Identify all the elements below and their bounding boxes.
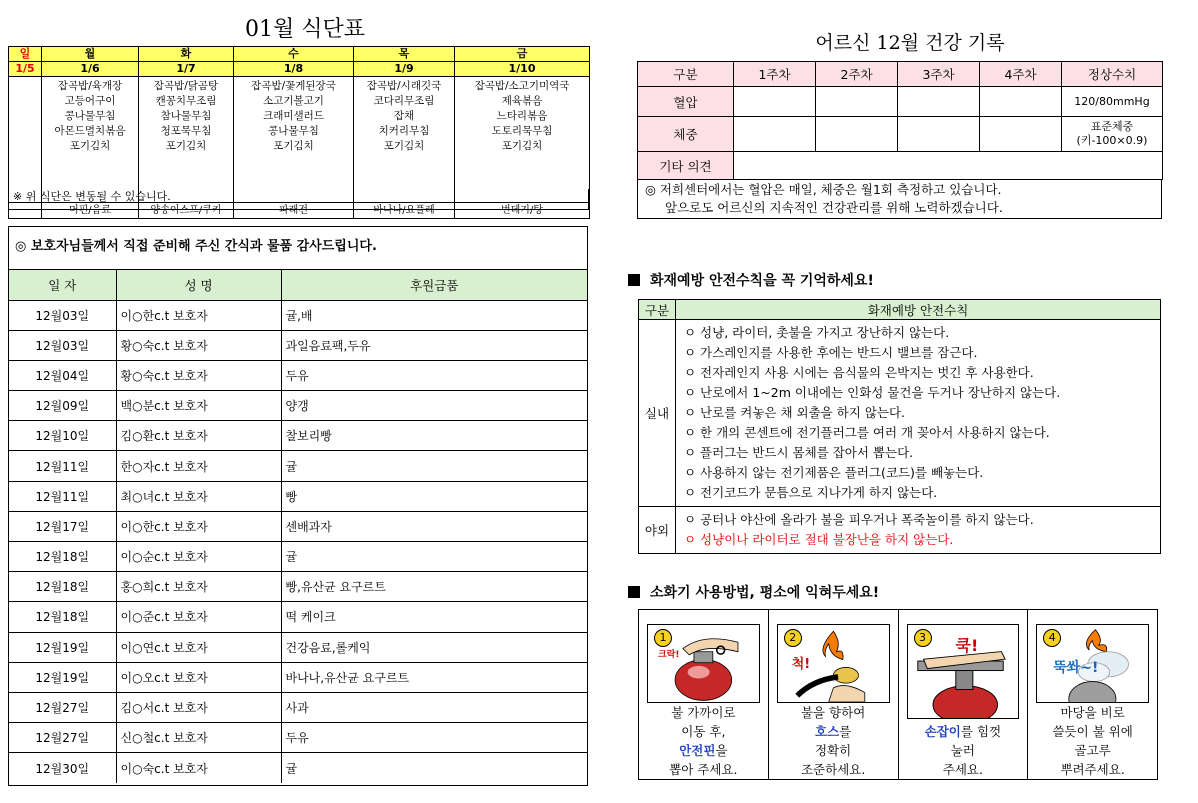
menu-item: 코다리무조림 [373, 95, 435, 107]
donation-date: 12월18일 [9, 542, 116, 572]
donation-date: 12월11일 [9, 451, 116, 481]
menu-item: 포기김치 [501, 140, 543, 152]
sound-effect: 뚝쏴~! [1053, 660, 1099, 676]
donor-name: 이○순c.t 보호자 [116, 542, 281, 572]
caption-highlight: 안전핀 [679, 743, 716, 758]
donor-name: 홍○희c.t 보호자 [116, 572, 281, 602]
donation-date: 12월19일 [9, 632, 116, 662]
menu-meal-cell [234, 77, 354, 203]
menu-day: 수 [234, 47, 354, 62]
table-row [9, 451, 587, 481]
menu-meal-cell [354, 77, 455, 203]
column-header: 2주차 [816, 62, 898, 87]
caption-line: 뿌려주세요. [1060, 762, 1125, 777]
extinguisher-steps [638, 609, 1158, 780]
menu-item: 아몬드멸치볶음 [54, 125, 126, 137]
fire-rule: ㅇ 전자레인지 사용 시에는 음식물의 은박지는 벗긴 후 사용한다. [684, 365, 1034, 380]
donations-header-row [9, 270, 587, 300]
donor-name: 이○한c.t 보호자 [116, 300, 281, 330]
extinguisher-caption [639, 703, 768, 779]
extinguisher-step [1028, 610, 1157, 779]
fire-outdoor-row [639, 507, 1161, 554]
donations-table [9, 270, 587, 783]
donation-date: 12월04일 [9, 360, 116, 390]
pull-pin-illustration [647, 624, 760, 703]
caption-text: 를 힘껏 [960, 724, 1002, 739]
column-header: 성 명 [116, 270, 281, 300]
donation-date: 12월03일 [9, 330, 116, 360]
caption-line: 마당을 비로 [1060, 705, 1125, 720]
menu-item: 제육볶음 [501, 95, 543, 107]
donor-name: 이○한c.t 보호자 [116, 511, 281, 541]
menu-item: 포기김치 [273, 140, 314, 152]
donation-date: 12월03일 [9, 300, 116, 330]
caption-line: 골고루 [1074, 743, 1111, 758]
menu-meal-cell [139, 77, 234, 203]
table-row [9, 753, 587, 783]
caption-line: 이동 후, [681, 724, 726, 739]
column-header: 후원금품 [281, 270, 587, 300]
table-row [9, 300, 587, 330]
column-header: 화재예방 안전수칙 [676, 300, 1161, 320]
table-row [9, 481, 587, 511]
menu-item: 포기김치 [69, 140, 111, 152]
menu-item: 포기김치 [165, 140, 207, 152]
column-header: 3주차 [898, 62, 980, 87]
donor-name: 김○환c.t 보호자 [116, 421, 281, 451]
caption-line: 쓸듯이 불 위에 [1052, 724, 1133, 739]
donor-name: 백○분c.t 보호자 [116, 391, 281, 421]
aim-hose-illustration [777, 624, 890, 703]
step-number: 2 [784, 629, 802, 647]
caption-line: 주세요. [942, 762, 983, 777]
step-number: 1 [654, 629, 672, 647]
donation-date: 12월11일 [9, 481, 116, 511]
menu-date: 1/6 [42, 62, 139, 77]
donation-date: 12월19일 [9, 662, 116, 692]
caption-text: 를 [839, 724, 852, 739]
sweep-spray-illustration [1036, 624, 1149, 703]
menu-item: 잡곡밥/소고기미역국 [474, 80, 570, 92]
weight-week-cell [816, 117, 898, 152]
donation-date: 12월27일 [9, 692, 116, 722]
sound-effect: 크락! [658, 650, 680, 660]
table-row [9, 542, 587, 572]
step-number: 3 [914, 629, 932, 647]
health-header-row [638, 62, 1163, 87]
donor-name: 신○철c.t 보호자 [116, 723, 281, 753]
extinguisher-caption [1028, 703, 1157, 779]
menu-item: 캔꽁치무조림 [155, 95, 217, 107]
menu-snack: 바나나/요플레 [354, 203, 455, 219]
menu-item: 잡곡밥/닭곰탕 [153, 80, 219, 92]
caption-line: 불을 향하여 [800, 705, 866, 720]
donation-items: 두유 [281, 723, 587, 753]
donation-date: 12월17일 [9, 511, 116, 541]
menu-date: 1/9 [354, 62, 455, 77]
donation-items: 두유 [281, 360, 587, 390]
menu-item: 잡곡밥/시래깃국 [366, 80, 442, 92]
fire-rule: ㅇ 가스레인지를 사용한 후에는 반드시 밸브를 잠근다. [684, 345, 978, 360]
menu-title: 01월 식단표 [245, 17, 365, 42]
extinguisher-heading [628, 582, 879, 602]
weight-normal-formula: (키-100×0.9) [1076, 134, 1148, 147]
fire-indoor-row [639, 320, 1161, 507]
donation-items: 양갱 [281, 391, 587, 421]
squeeze-handle-illustration [907, 624, 1020, 719]
other-comment-cell [734, 152, 1163, 180]
column-header: 정상수치 [1062, 62, 1163, 87]
bp-week-cell [980, 87, 1062, 117]
donor-name: 이○준c.t 보호자 [116, 602, 281, 632]
caption-line: 정확히 [815, 743, 852, 758]
table-row [9, 602, 587, 632]
donation-items: 떡 케이크 [281, 602, 587, 632]
extinguisher-step [639, 610, 769, 779]
health-weight-row [638, 117, 1163, 152]
menu-item: 잡곡밥/육개장 [57, 80, 123, 92]
weight-label: 체중 [638, 117, 734, 152]
menu-meal-row [9, 77, 590, 203]
sound-effect: 척! [791, 657, 811, 672]
fire-safety-heading [628, 270, 874, 290]
donation-date: 12월27일 [9, 723, 116, 753]
menu-item: 참나물무침 [160, 110, 212, 122]
step-number: 4 [1043, 629, 1061, 647]
donor-name: 황○숙c.t 보호자 [116, 360, 281, 390]
indoor-rules [676, 320, 1161, 507]
menu-item: 콩나물무침 [268, 125, 319, 137]
donation-date: 12월10일 [9, 421, 116, 451]
fire-safety-table [638, 299, 1161, 554]
weight-week-cell [980, 117, 1062, 152]
health-title: 어르신 12월 건강 기록 [815, 32, 1005, 54]
health-other-row [638, 152, 1163, 180]
caption-line: 뽑아 주세요. [669, 762, 738, 777]
health-note [637, 180, 1162, 219]
donation-items: 귤 [281, 542, 587, 572]
menu-item: 치커리무침 [378, 125, 430, 137]
menu-date: 1/10 [455, 62, 590, 77]
extinguisher-step [899, 610, 1029, 779]
donor-name: 한○자c.t 보호자 [116, 451, 281, 481]
health-bp-row [638, 87, 1163, 117]
menu-item: 느타리볶음 [496, 110, 548, 122]
weight-week-cell [734, 117, 816, 152]
menu-item: 청포묵무침 [160, 125, 212, 137]
extinguisher-step [769, 610, 899, 779]
donation-items: 사과 [281, 692, 587, 722]
menu-snack: 번데기/탕 [455, 203, 590, 219]
fire-rule: ㅇ 성냥, 라이터, 촛불을 가지고 장난하지 않는다. [684, 325, 950, 340]
menu-meal-cell [42, 77, 139, 203]
health-table [637, 61, 1163, 180]
menu-item: 잡채 [393, 110, 415, 122]
fire-header-row [639, 300, 1161, 320]
menu-item: 도토리묵무침 [491, 125, 553, 137]
donor-name: 김○서c.t 보호자 [116, 692, 281, 722]
donation-items: 과일음료팩,두유 [281, 330, 587, 360]
menu-date: 1/7 [139, 62, 234, 77]
table-row [9, 632, 587, 662]
donation-items: 빵 [281, 481, 587, 511]
caption-highlight: 호스 [815, 724, 840, 739]
caption-line [639, 741, 768, 760]
bp-week-cell [734, 87, 816, 117]
donor-name: 최○녀c.t 보호자 [116, 481, 281, 511]
table-row [9, 421, 587, 451]
column-header: 4주차 [980, 62, 1062, 87]
donation-items: 센배과자 [281, 511, 587, 541]
column-header: 1주차 [734, 62, 816, 87]
donation-items: 빵,유산균 요구르트 [281, 572, 587, 602]
menu-day: 일 [9, 47, 42, 62]
donor-name: 이○숙c.t 보호자 [116, 753, 281, 783]
table-row [9, 391, 587, 421]
fire-rule: ㅇ 한 개의 콘센트에 전기플러그를 여러 개 꽂아서 사용하지 않는다. [684, 425, 1050, 440]
menu-item: 포기김치 [383, 140, 425, 152]
extinguisher-caption [769, 703, 898, 779]
menu-snack: 파래전 [234, 203, 354, 219]
indoor-label: 실내 [639, 320, 676, 507]
bp-week-cell [816, 87, 898, 117]
menu-date: 1/5 [9, 62, 42, 77]
menu-item: 고등어구이 [64, 95, 116, 107]
square-bullet-icon [628, 274, 640, 286]
fire-rule-warning: ㅇ 성냥이나 라이터로 절대 불장난을 하지 않는다. [684, 532, 954, 547]
menu-day-row [9, 47, 590, 62]
table-row [9, 692, 587, 722]
donation-items: 건강음료,롤케익 [281, 632, 587, 662]
menu-date-row [9, 62, 590, 77]
extinguisher-caption [899, 719, 1028, 779]
caption-highlight: 손잡이 [924, 724, 961, 739]
donation-date: 12월18일 [9, 602, 116, 632]
menu-day: 금 [455, 47, 590, 62]
menu-day: 목 [354, 47, 455, 62]
table-row [9, 511, 587, 541]
fire-rule: ㅇ 공터나 야산에 올라가 불을 피우거나 폭죽놀이를 하지 않는다. [684, 512, 1034, 527]
fire-rule: ㅇ 플러그는 반드시 몸체를 잡아서 뽑는다. [684, 445, 914, 460]
menu-day: 화 [139, 47, 234, 62]
weight-normal-line: 표준체중 [1090, 120, 1134, 133]
outdoor-rules [676, 507, 1161, 554]
sound-effect: 쿡! [955, 636, 979, 655]
fire-rule: ㅇ 전기코드가 문틈으로 지나가게 하지 않는다. [684, 485, 938, 500]
donation-date: 12월30일 [9, 753, 116, 783]
health-note-line: ◎ 저희센터에서는 혈압은 매일, 체중은 월1회 측정하고 있습니다. [645, 182, 1002, 197]
menu-item: 소고기볼고기 [263, 95, 324, 107]
donations-panel [8, 226, 588, 786]
menu-meal-cell [9, 77, 42, 203]
fire-safety-heading-text: 화재예방 안전수칙을 꼭 기억하세요! [650, 273, 874, 289]
fire-rule: ㅇ 난로를 켜놓은 채 외출을 하지 않는다. [684, 405, 906, 420]
donation-items: 귤 [285, 761, 298, 776]
menu-date: 1/8 [234, 62, 354, 77]
column-header: 구분 [638, 62, 734, 87]
outdoor-label: 야외 [639, 507, 676, 554]
donation-items: 바나나,유산균 요구르트 [281, 662, 587, 692]
menu-snack: 양송이스프/쿠키 [139, 203, 234, 219]
donor-name: 이○오c.t 보호자 [116, 662, 281, 692]
column-header: 일 자 [9, 270, 116, 300]
fire-rule: ㅇ 사용하지 않는 전기제품은 플러그(코드)를 빼놓는다. [684, 465, 984, 480]
table-row [9, 572, 587, 602]
donor-name: 이○연c.t 보호자 [116, 632, 281, 662]
health-note-line: 앞으로도 어르신의 지속적인 건강관리를 위해 노력하겠습니다. [665, 200, 1003, 215]
donor-name: 황○숙c.t 보호자 [116, 330, 281, 360]
menu-item: 크래미샐러드 [263, 110, 324, 122]
caption-line: 조준하세요. [800, 762, 866, 777]
fire-rule: ㅇ 난로에서 1~2m 이내에는 인화성 물건을 두거나 장난하지 않는다. [684, 385, 1061, 400]
donation-date: 12월18일 [9, 572, 116, 602]
weight-week-cell [898, 117, 980, 152]
table-row [9, 360, 587, 390]
donation-items: 귤,배 [281, 300, 587, 330]
column-header: 구분 [639, 300, 676, 320]
caption-line: 눌러 [950, 743, 975, 758]
table-row [9, 330, 587, 360]
menu-meal-cell [455, 77, 590, 203]
menu-day: 월 [42, 47, 139, 62]
donation-date: 12월09일 [9, 391, 116, 421]
bp-label: 혈압 [638, 87, 734, 117]
caption-text: 을 [715, 743, 728, 758]
other-label: 기타 의견 [638, 152, 734, 180]
square-bullet-icon [628, 586, 640, 598]
caption-line: 불 가까이로 [671, 705, 736, 720]
donation-items: 찰보리빵 [281, 421, 587, 451]
weight-normal [1062, 117, 1163, 152]
table-row [9, 662, 587, 692]
bp-normal: 120/80mmHg [1062, 87, 1163, 117]
extinguisher-heading-text: 소화기 사용방법, 평소에 익혀두세요! [650, 585, 880, 601]
menu-item: 잡곡밥/꽃게된장국 [251, 80, 336, 92]
donations-heading: ◎ 보호자님들께서 직접 준비해 주신 간식과 물품 감사드립니다. [9, 227, 587, 270]
caption-line [899, 722, 1028, 741]
menu-note: ※ 위 식단은 변동될 수 있습니다. [8, 189, 589, 210]
donation-items: 귤 [281, 451, 587, 481]
caption-line [769, 722, 898, 741]
bp-week-cell [898, 87, 980, 117]
menu-snack: 머핀/음료 [42, 203, 139, 219]
menu-item: 콩나물무침 [64, 110, 116, 122]
table-row [9, 723, 587, 753]
